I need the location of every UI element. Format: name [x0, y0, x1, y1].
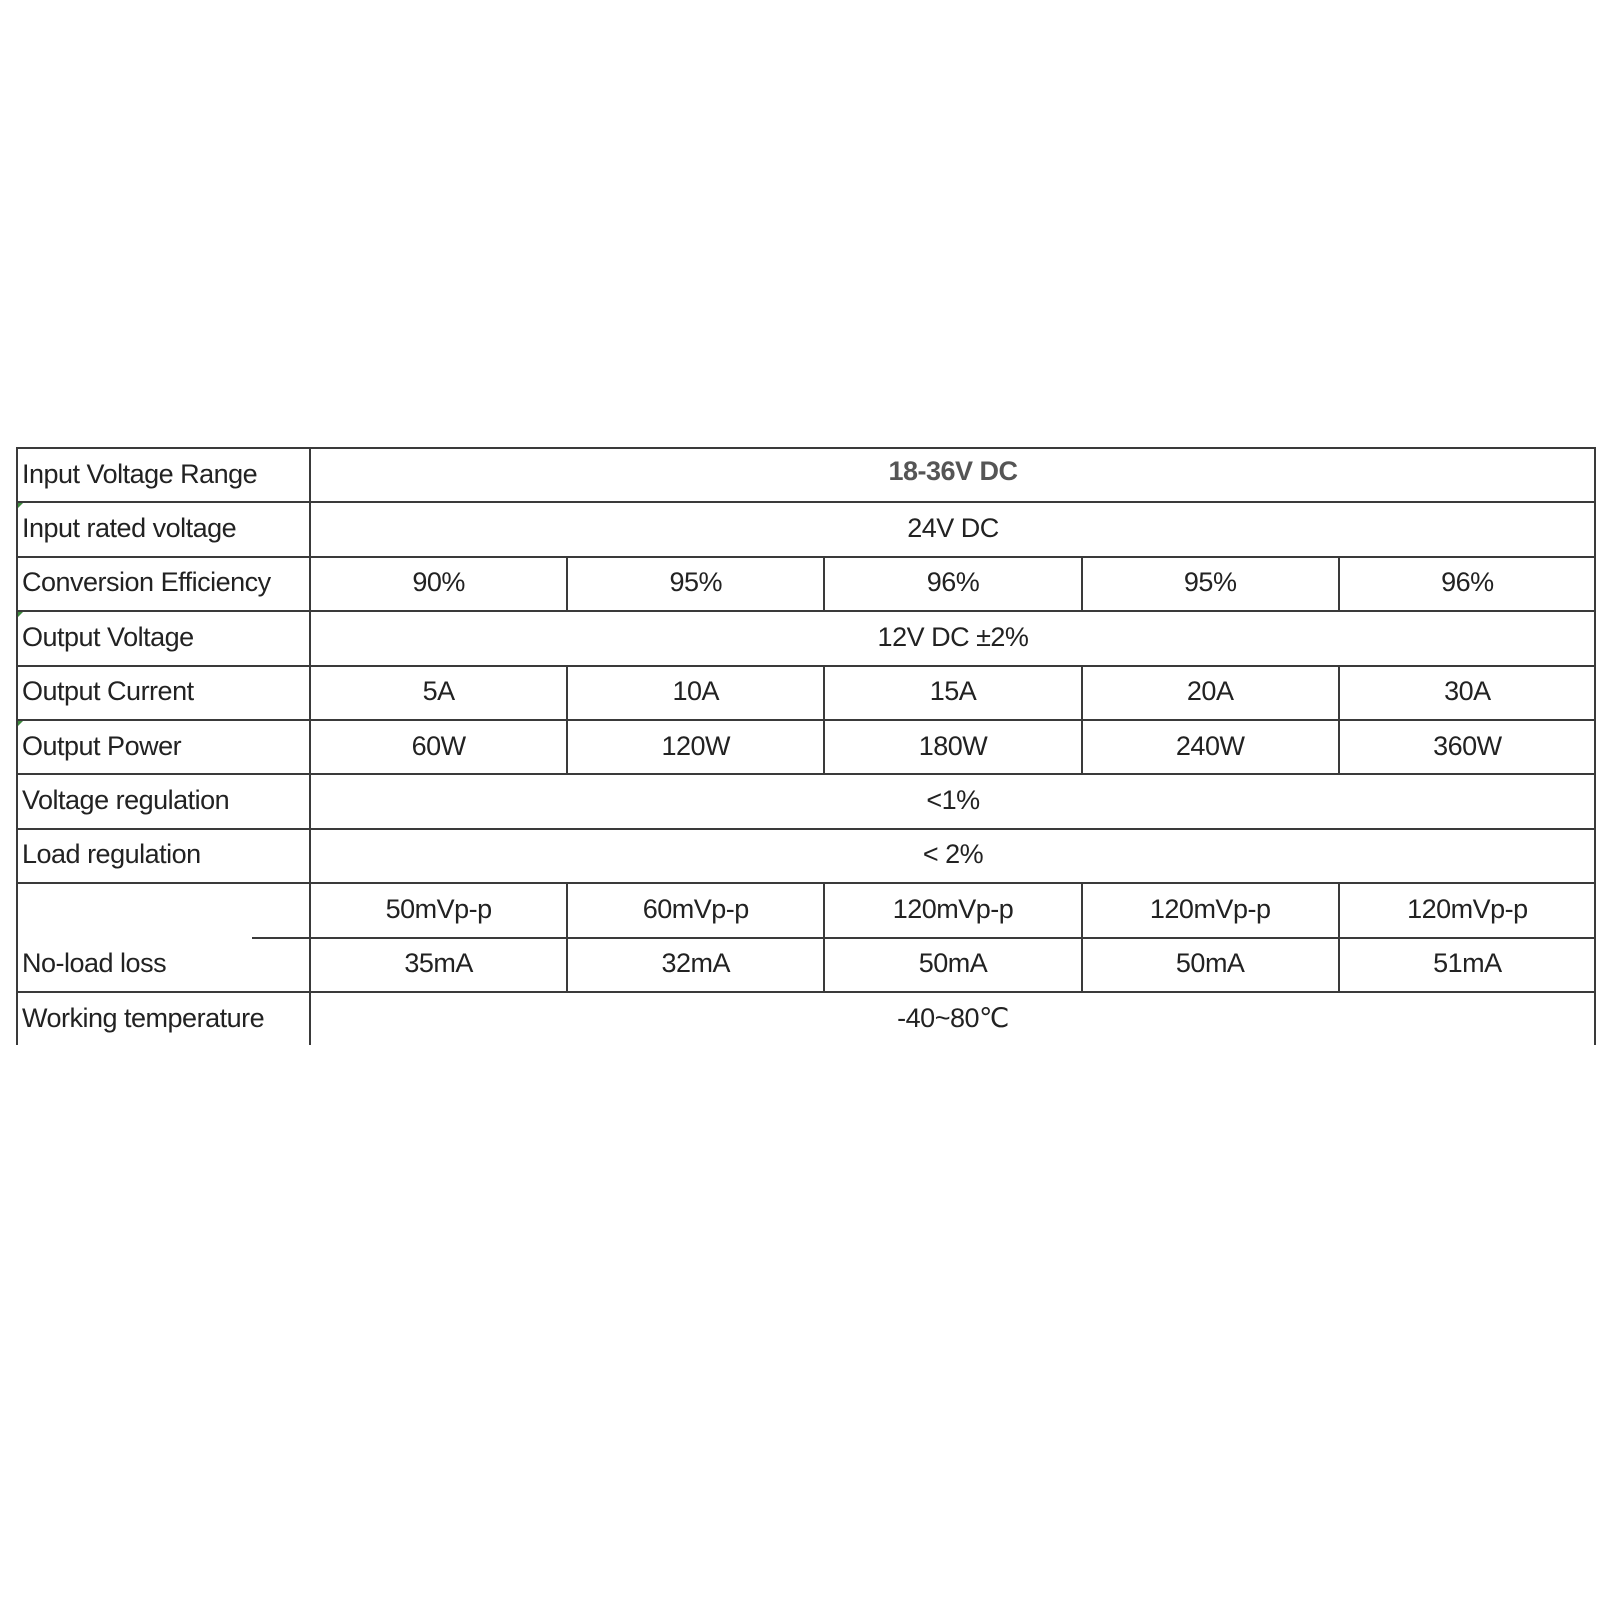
value-cell: 15A	[929, 676, 977, 707]
value-cell: 180W	[918, 730, 988, 761]
row-label: Load regulation	[22, 839, 201, 870]
column-divider	[1081, 719, 1083, 773]
column-divider	[566, 937, 568, 991]
value-cell: 60W	[411, 730, 466, 761]
value-cell: 120W	[661, 730, 731, 761]
value-cell: 240W	[1175, 730, 1245, 761]
row-label: Output Current	[22, 676, 194, 707]
column-divider	[1338, 719, 1340, 773]
value-cell: 50mA	[918, 948, 988, 979]
value-cell-merged: 12V DC ±2%	[877, 621, 1029, 652]
column-divider	[1081, 556, 1083, 610]
value-cell: 120mVp-p	[892, 893, 1014, 924]
column-divider	[566, 665, 568, 719]
value-cell: 51mA	[1433, 948, 1502, 979]
column-divider	[566, 719, 568, 773]
column-divider	[566, 882, 568, 936]
value-cell: 60mVp-p	[642, 893, 749, 924]
value-cell: 50mVp-p	[385, 893, 492, 924]
column-divider	[1081, 882, 1083, 936]
value-cell: 96%	[926, 567, 980, 598]
row-label: Voltage regulation	[22, 785, 230, 816]
value-cell-merged: -40~80℃	[897, 1002, 1009, 1033]
value-cell: 5A	[422, 676, 455, 707]
value-cell-merged: < 2%	[922, 839, 984, 870]
column-divider	[1081, 665, 1083, 719]
value-cell: 10A	[672, 676, 720, 707]
value-cell-merged: <1%	[926, 785, 980, 816]
row-label: Output Power	[22, 730, 182, 761]
value-cell: 30A	[1444, 676, 1491, 707]
row-label	[16, 882, 316, 936]
column-divider	[1338, 882, 1340, 936]
label-column-divider	[309, 447, 311, 1045]
column-divider	[823, 556, 825, 610]
value-cell: 90%	[412, 567, 465, 598]
column-divider	[823, 937, 825, 991]
column-divider	[1081, 937, 1083, 991]
value-cell: 95%	[1183, 567, 1237, 598]
value-cell: 96%	[1441, 567, 1494, 598]
row-label: Input Voltage Range	[22, 458, 258, 489]
column-divider	[566, 556, 568, 610]
value-cell-merged: 18-36V DC	[888, 455, 1018, 486]
row-label: Conversion Efficiency	[22, 567, 271, 598]
row-label: Input rated voltage	[22, 513, 237, 544]
value-cell: 32mA	[661, 948, 731, 979]
column-divider	[823, 665, 825, 719]
value-cell: 120mVp-p	[1407, 893, 1528, 924]
value-cell: 20A	[1186, 676, 1234, 707]
table-border-left	[16, 447, 18, 1045]
column-divider	[823, 719, 825, 773]
table-border-right	[1594, 447, 1596, 1045]
column-divider	[1338, 556, 1340, 610]
value-cell: 120mVp-p	[1149, 893, 1271, 924]
value-cell-merged: 24V DC	[907, 513, 999, 544]
row-label: Output Voltage	[22, 621, 194, 652]
value-cell: 360W	[1433, 730, 1502, 761]
row-label: No-load loss	[22, 948, 167, 979]
value-cell: 50mA	[1175, 948, 1245, 979]
row-label: Working temperature	[22, 1002, 265, 1033]
column-divider	[1338, 665, 1340, 719]
value-cell: 35mA	[404, 948, 473, 979]
column-divider	[1338, 937, 1340, 991]
column-divider	[823, 882, 825, 936]
value-cell: 95%	[669, 567, 723, 598]
